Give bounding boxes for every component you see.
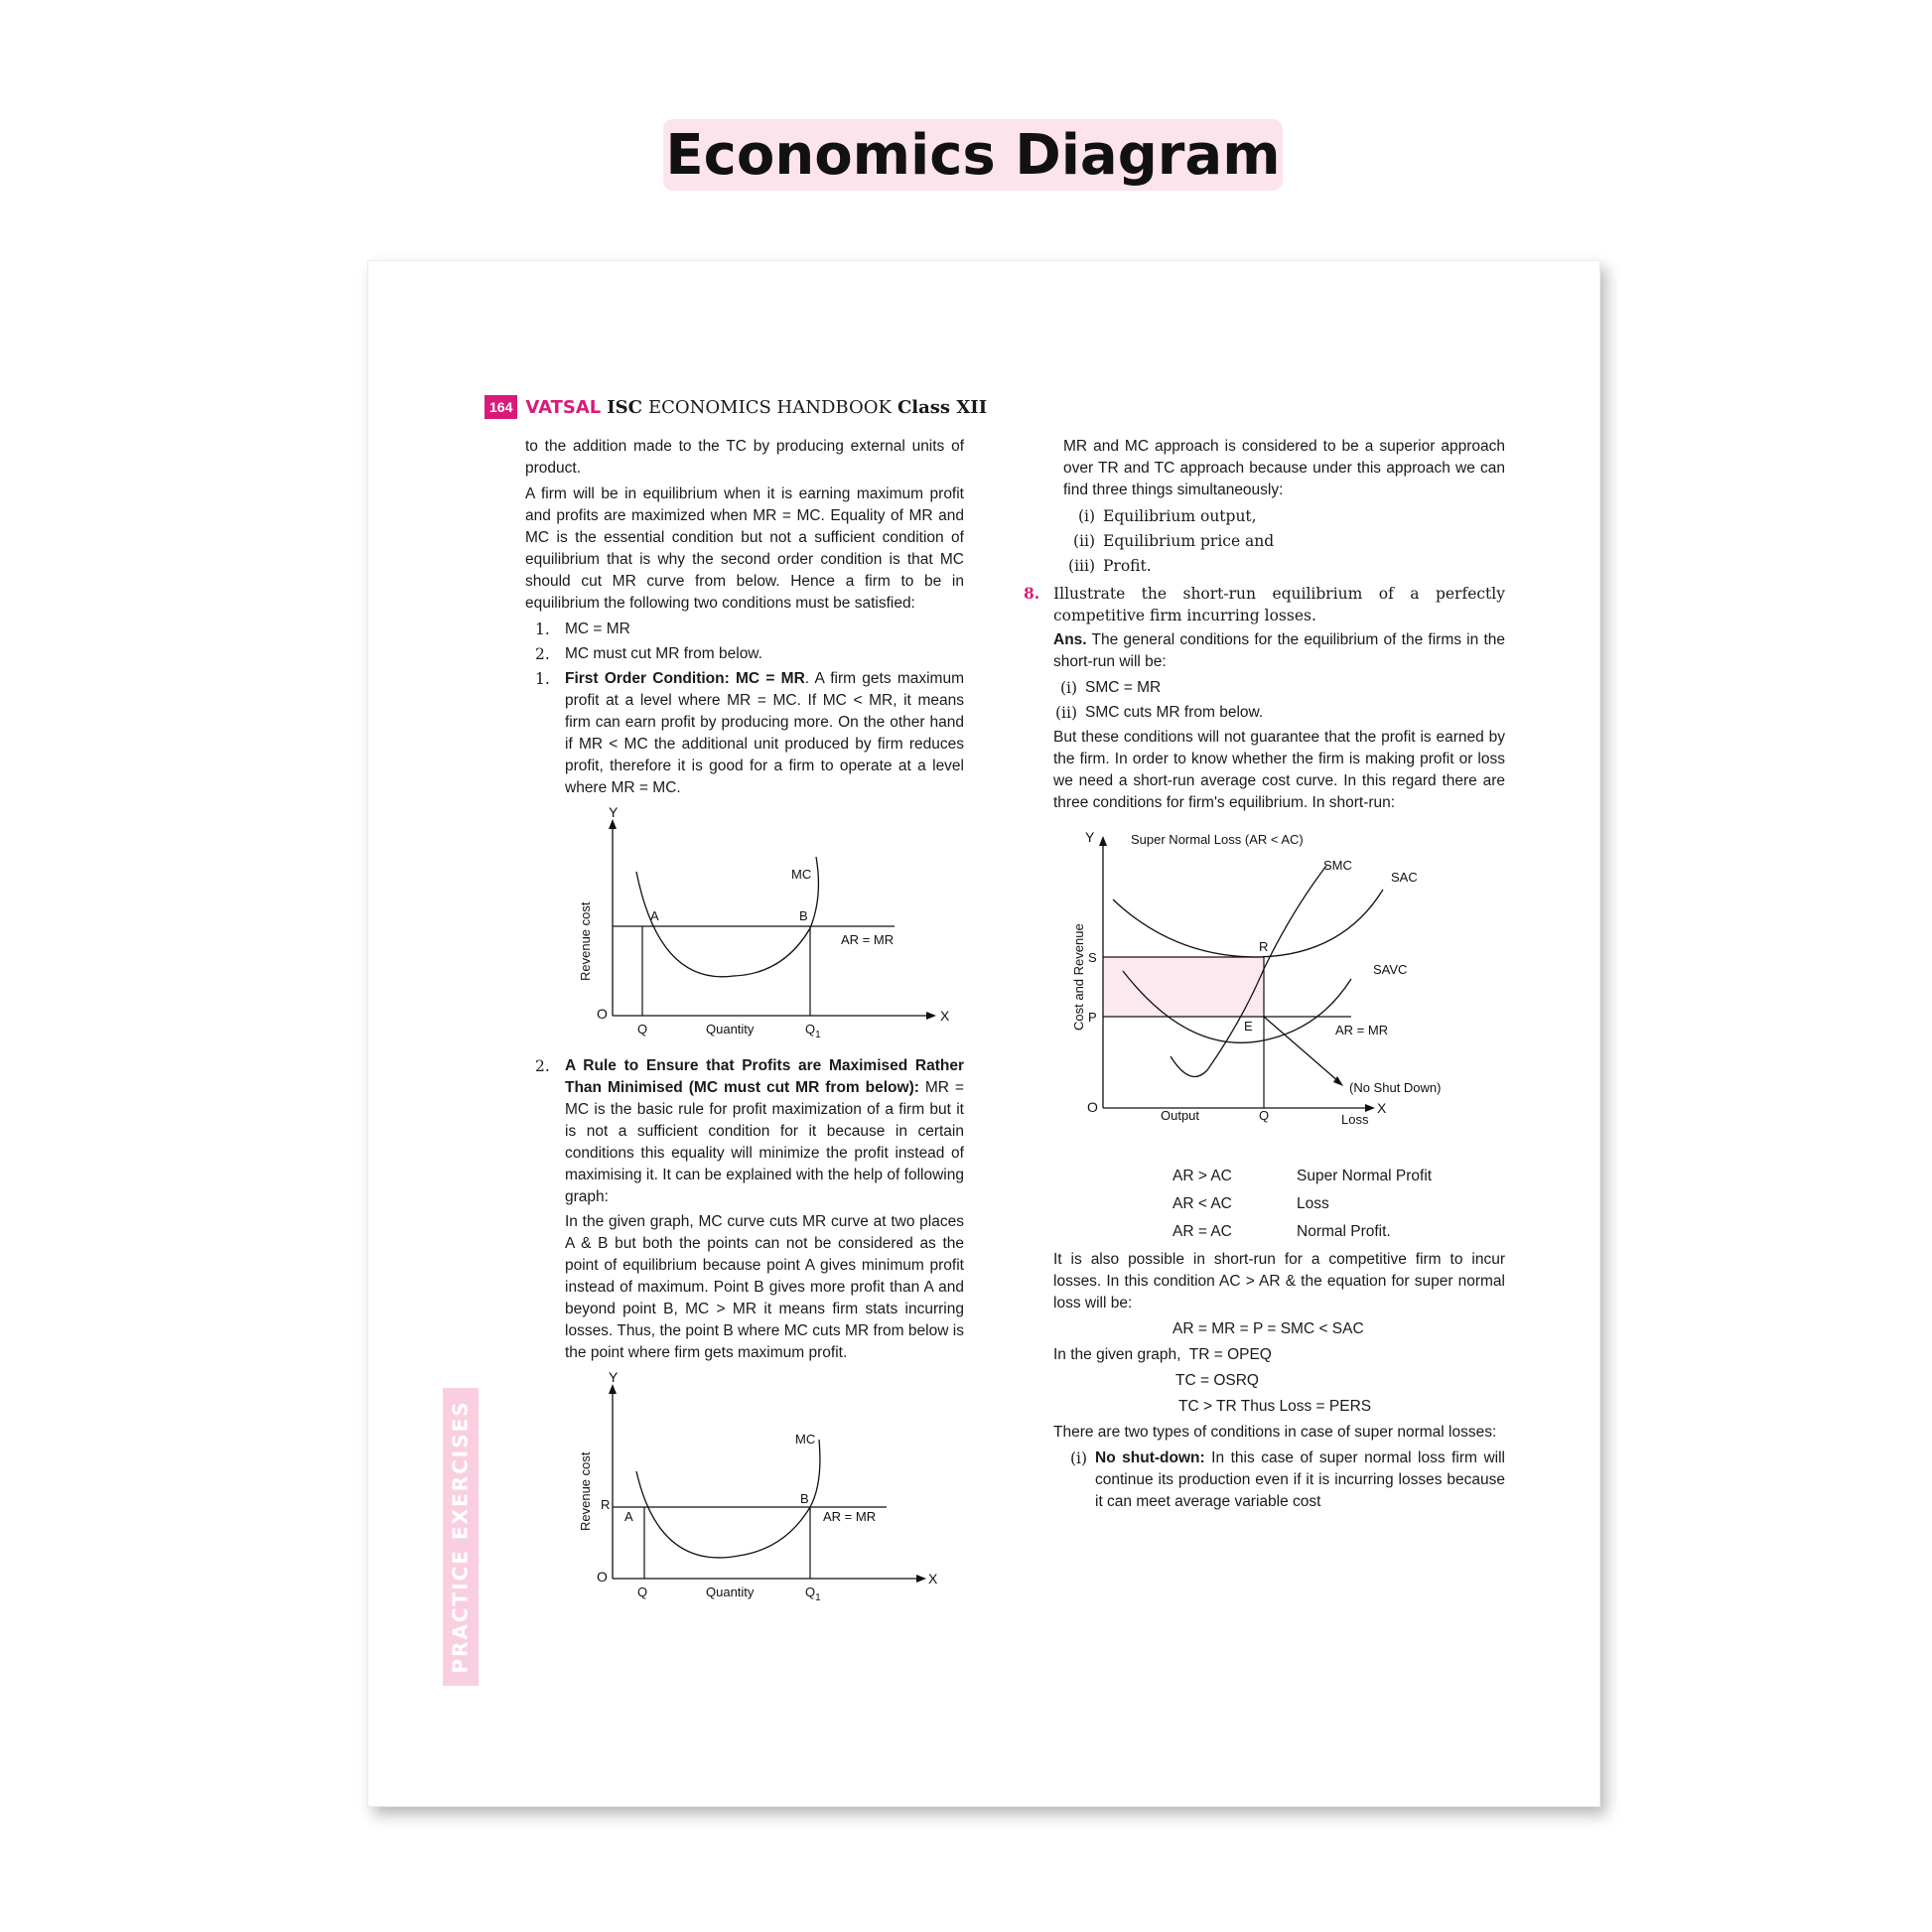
axis-title-y: Revenue cost [578,1451,593,1531]
paragraph: to the addition made to the TC by producing external units of product. [525,438,964,477]
page-header [484,395,987,419]
mc-label: MC [795,1432,816,1447]
q-label: Q [637,1022,648,1036]
loss-line: TC > TR Thus Loss = PERS [1178,1398,1372,1415]
axis-x-label: X [928,1571,938,1587]
axis-x-label: X [940,1008,950,1024]
list-item: (i) SMC = MR [1059,679,1162,697]
banner-title: Economics Diagram [663,119,1283,191]
tc-line: TC = OSRQ [1175,1372,1259,1389]
list-item: 1. First Order Condition: MC = MR. A firm gets maximum profit at a level where MR = MC. If MC < MR, it means firm can earn profit by producing more. On the other hand if MR < MC the additional unit produced by firm reduces profit, therefore it is good for a firm to operate at a level where MR = MC. [535,670,965,796]
axis-title-x: Quantity [706,1585,755,1599]
paragraph: There are two types of conditions in case of super normal losses: [1053,1424,1497,1441]
graph-summary: In the given graph, TR = OPEQ [1053,1346,1272,1363]
graph-title: Super Normal Loss (AR < AC) [1131,832,1304,847]
table-cell: Normal Profit. [1297,1223,1391,1240]
question-8: 8. Illustrate the short-run equilibrium of a perfectly competitive firm incurring losses. [1024,584,1505,624]
list-item: 2. MC must cut MR from below. [535,645,762,663]
table-cell: AR > AC [1173,1168,1232,1184]
point-e: E [1244,1019,1253,1034]
sac-curve [1113,890,1383,957]
conditions-table [1173,1166,1505,1243]
origin-label: O [597,1569,608,1585]
list-item: 1. MC = MR [535,621,630,638]
list-item: (ii) Equilibrium price and [1072,532,1275,550]
axis-x-label: X [1377,1100,1387,1116]
page-number: 164 [484,395,517,419]
origin-label: O [1087,1099,1098,1115]
brand-name: VATSAL [525,396,602,418]
axis-y-label: Y [609,1372,619,1385]
no-shutdown-label: (No Shut Down) [1349,1080,1442,1095]
graph-mc-mr-2 [525,1372,964,1610]
q-label: Q [637,1585,648,1599]
list-item: (ii) SMC cuts MR from below. [1054,704,1264,722]
list-item: 2. A Rule to Ensure that Profits are Maximised Rather Than Minimised (MC must cut MR from below): MR = MC is the basic rule for profit maximization of a firm but it is not a sufficient condition for it because in certain conditions this equality will minimize the profit instead of maximising it. It can be explained with the help of following graph: [535,1057,964,1205]
point-r: R [1259,939,1269,954]
q-label: Q [1259,1108,1270,1123]
right-column [1024,436,1505,1516]
equation: AR = MR = P = SMC < SAC [1173,1320,1364,1337]
table-cell: AR < AC [1173,1195,1232,1212]
ar-mr-label: AR = MR [1335,1023,1389,1037]
loss-label: Loss [1341,1112,1369,1127]
sac-label: SAC [1391,870,1418,885]
paragraph: MR and MC approach is considered to be a superior approach over TR and TC approach because under this approach we can find three things simultaneously: [1063,438,1505,498]
q1-label: $Q_1$ [805,1022,821,1040]
axis-title-x: Output [1161,1108,1200,1123]
axis-y-label: Y [609,807,619,820]
paragraph: A firm will be in equilibrium when it is earning maximum profit and profits are maximized when MR = MC. Equality of MR and MC is the essential condition but not a sufficient condition of equilibrium that is why the second order condition is that MC should cut MR curve from below. Hence a firm to be in equilibrium the following two conditions must be satisfied: [525,485,964,612]
axis-title-x: Quantity [706,1022,755,1036]
point-p: P [1088,1010,1097,1025]
graph-mc-mr-1 [525,807,964,1045]
axis-title-y: Cost and Revenue [1071,923,1086,1031]
savc-label: SAVC [1373,962,1408,977]
list-item: (i) No shut-down: In this case of super normal loss firm will continue its production even if it is incurring losses because it can meet average variable cost [1069,1449,1505,1510]
point-s: S [1088,950,1097,965]
class-name: Class XII [897,396,988,418]
table-cell: Super Normal Profit [1297,1168,1433,1184]
ar-mr-label: AR = MR [823,1509,877,1524]
mc-label: MC [791,867,812,882]
mc-curve [636,1440,820,1558]
axis-y-label: Y [1085,829,1095,845]
origin-label: O [597,1006,608,1022]
answer: Ans. The general conditions for the equilibrium of the firms in the short-run will be: [1053,631,1505,670]
book-name: ECONOMICS HANDBOOK [648,396,892,418]
book-page [367,260,1600,1807]
point-r: R [601,1497,611,1512]
left-column [525,436,964,1610]
axis-title-y: Revenue cost [578,901,593,981]
q1-label: $Q_1$ [805,1585,821,1603]
table-cell: Loss [1297,1195,1329,1212]
graph-super-normal-loss [1024,822,1505,1160]
point-a: A [624,1509,633,1524]
paragraph: But these conditions will not guarantee that the profit is earned by the firm. In order to know whether the firm is making profit or loss we need a short-run average cost curve. In this regard there are three conditions for firm's equilibrium. In short-run: [1053,729,1505,811]
paragraph: In the given graph, MC curve cuts MR curve at two places A & B but both the points can not be considered as the point of equilibrium because point A gives minimum profit instead of maximum. Point B gives more profit than A and beyond point B, MC > MR it means firm stats incurring losses. Thus, the point B where MC cuts MR from below is the point where firm gets maximum profit. [565,1213,964,1361]
series-name: ISC [607,396,642,418]
point-b: B [799,908,808,923]
table-cell: AR = AC [1173,1223,1232,1240]
side-label: PRACTICE EXERCISES [443,1388,479,1686]
ar-mr-label: AR = MR [841,932,895,947]
point-a: A [650,908,659,923]
list-item: (i) Equilibrium output, [1077,507,1257,525]
loss-area [1103,957,1264,1017]
list-item: (iii) Profit. [1068,557,1152,575]
smc-label: SMC [1323,858,1352,873]
point-b: B [800,1491,809,1506]
paragraph: It is also possible in short-run for a competitive firm to incur losses. In this condition AC > AR & the equation for super normal loss will be: [1053,1251,1505,1311]
